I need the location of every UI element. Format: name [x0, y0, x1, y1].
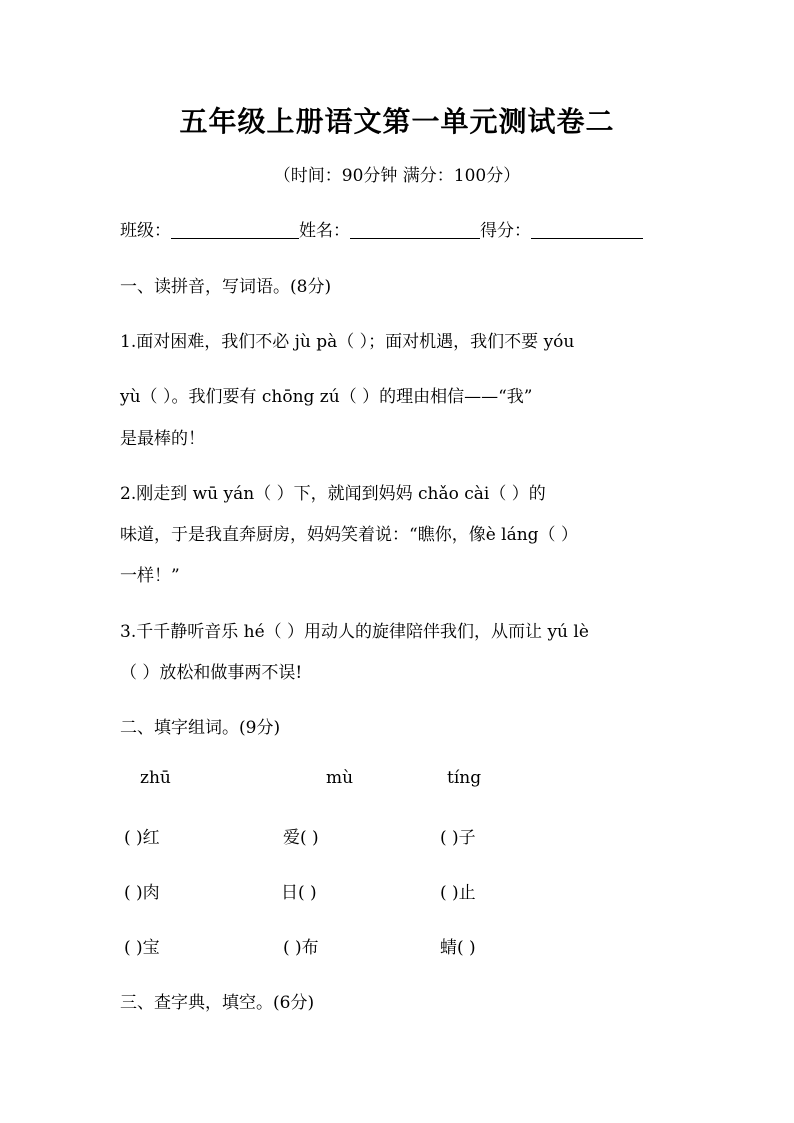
q1-line1: 1.面对困难，我们不必 jù pà（ ）；面对机遇，我们不要 yóu — [120, 332, 575, 352]
q3-line1: 3.千千静听音乐 hé（ ）用动人的旋律陪伴我们，从而让 yú lè — [120, 622, 589, 642]
class-blank[interactable] — [171, 222, 299, 239]
pinyin-zhu: zhū — [140, 768, 171, 788]
fill-row-2-col-3: ( )止 — [440, 883, 476, 903]
fill-row-3-col-1: ( )宝 — [124, 938, 160, 958]
section2-heading: 二、填字组词。(9分) — [120, 718, 281, 738]
fill-row-1-col-3: ( )子 — [440, 828, 476, 848]
page-subtitle: （时间：90分钟 满分：100分） — [273, 166, 521, 186]
class-label: 班级： — [120, 221, 171, 241]
page-title: 五年级上册语文第一单元测试卷二 — [179, 105, 615, 138]
section1-heading: 一、读拼音，写词语。(8分) — [120, 277, 332, 297]
pinyin-mu: mù — [326, 768, 354, 788]
q3-line2: （ ）放松和做事两不误! — [120, 663, 303, 683]
section3-heading: 三、查字典，填空。(6分) — [120, 993, 315, 1013]
fill-row-3-col-2: ( )布 — [283, 938, 319, 958]
q1-line3: 是最棒的！ — [120, 429, 205, 449]
info-line — [120, 216, 643, 241]
pinyin-ting: tíng — [447, 768, 482, 788]
fill-row-3-col-3: 蜻( ) — [440, 938, 476, 958]
fill-row-1-col-2: 爱( ) — [283, 828, 319, 848]
q2-line1: 2.刚走到 wū yán（ ）下，就闻到妈妈 chǎo cài（ ）的 — [120, 484, 546, 504]
q1-line2: yù（ ）。我们要有 chōng zú（ ）的理由相信——“我” — [120, 387, 533, 407]
name-label: 姓名： — [299, 221, 350, 241]
fill-row-2-col-2: 日( ) — [281, 883, 317, 903]
score-blank[interactable] — [531, 222, 643, 239]
name-blank[interactable] — [350, 222, 480, 239]
fill-row-2-col-1: ( )肉 — [124, 883, 160, 903]
fill-row-1-col-1: ( )红 — [124, 828, 160, 848]
q2-line2: 味道，于是我直奔厨房，妈妈笑着说：“瞧你，像è láng（ ） — [120, 525, 578, 545]
q2-line3: 一样！” — [120, 566, 180, 586]
score-label: 得分： — [480, 221, 531, 241]
